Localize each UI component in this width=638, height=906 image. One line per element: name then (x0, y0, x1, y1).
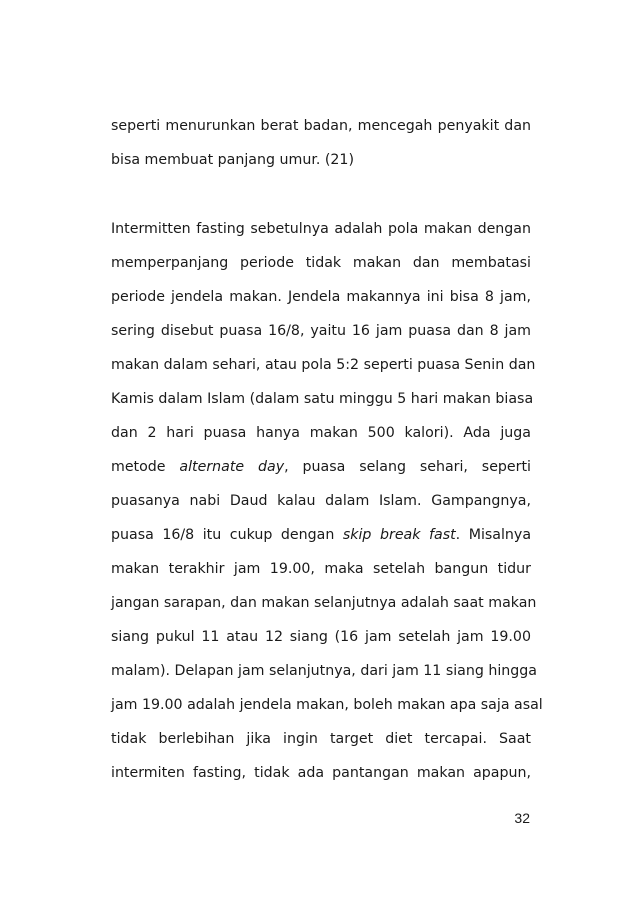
text-line-italic (111, 457, 531, 477)
text-line: bisa membuat panjang umur. (21) (111, 152, 354, 168)
text-line: sering disebut puasa 16/8, yaitu 16 jam puasa dan 8 jam (111, 323, 531, 339)
text-line: Kamis dalam Islam (dalam satu minggu 5 hari makan biasa (111, 391, 534, 407)
text-line: makan terakhir jam 19.00, maka setelah bangun tidur (111, 561, 531, 577)
text-line: seperti menurunkan berat badan, mencegah penyakit dan (111, 118, 531, 134)
text-line: puasanya nabi Daud kalau dalam Islam. Gampangnya, (111, 493, 531, 509)
text-segment: puasa 16/8 itu cukup dengan (111, 527, 343, 543)
text-line: malam). Delapan jam selanjutnya, dari jam 11 siang hingga (111, 663, 538, 679)
text-line: intermiten fasting, tidak ada pantangan makan apapun, (111, 765, 531, 781)
text-line: memperpanjang periode tidak makan dan membatasi (111, 255, 531, 271)
page-number: 32 (514, 810, 530, 826)
italic-term: alternate day (179, 459, 285, 475)
text-segment: metode (111, 459, 180, 475)
text-line: jam 19.00 adalah jendela makan, boleh makan apa saja asal (111, 697, 543, 713)
italic-term: skip break fast (342, 527, 456, 543)
text-line: Intermitten fasting sebetulnya adalah pola makan dengan (111, 221, 531, 237)
text-line: makan dalam sehari, atau pola 5:2 seperti puasa Senin dan (111, 357, 536, 373)
text-line-italic (111, 525, 531, 545)
text-segment: . Misalnya (455, 527, 532, 543)
text-line: jangan sarapan, dan makan selanjutnya adalah saat makan (111, 595, 537, 611)
text-line: periode jendela makan. Jendela makannya ini bisa 8 jam, (111, 289, 531, 305)
text-line: dan 2 hari puasa hanya makan 500 kalori). Ada juga (111, 425, 531, 441)
text-segment: , puasa selang sehari, seperti (284, 459, 531, 475)
text-line: siang pukul 11 atau 12 siang (16 jam setelah jam 19.00 (111, 629, 531, 645)
text-line: tidak berlebihan jika ingin target diet tercapai. Saat (111, 731, 531, 747)
